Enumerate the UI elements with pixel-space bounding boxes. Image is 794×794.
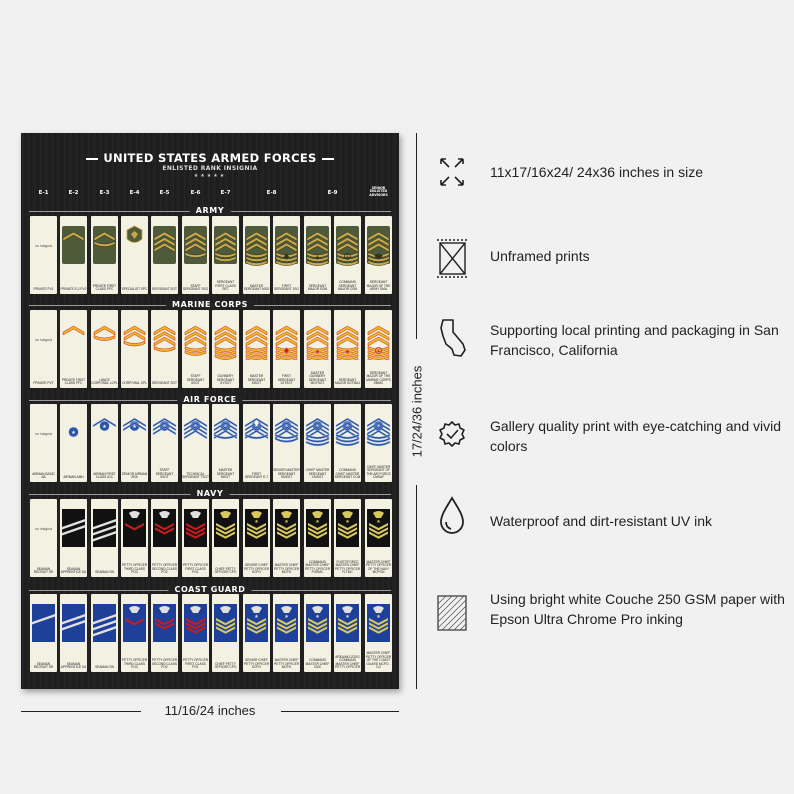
rank-caption: SENIOR CHIEF PETTY OFFICER SCPO xyxy=(243,563,270,575)
feature-waterproof-text: Waterproof and dirt-resistant UV ink xyxy=(490,513,713,529)
rank-caption: FLEET/FORCE MASTER CHIEF PETTY OFFICER FLTMC xyxy=(334,559,361,575)
rank-insignia-icon xyxy=(365,505,392,549)
rank-card xyxy=(365,404,392,482)
rank-card xyxy=(365,310,392,388)
rank-card xyxy=(273,310,300,388)
branch-header-3 xyxy=(21,489,399,499)
grade-e-1: E-1 xyxy=(38,190,49,196)
rank-card xyxy=(243,594,270,672)
rank-insignia-icon xyxy=(121,505,148,549)
height-dimension xyxy=(407,133,427,689)
svg-text:★: ★ xyxy=(315,614,320,620)
rank-card xyxy=(60,216,87,294)
rank-caption: SERGEANT FIRST CLASS SFC xyxy=(215,280,236,292)
rank-card xyxy=(212,310,239,388)
rank-card xyxy=(182,216,209,294)
grade-e-5: E-5 xyxy=(159,190,170,196)
rank-caption: FIRST SERGEANT 1STSGT xyxy=(277,374,296,386)
rank-caption: PETTY OFFICER FIRST CLASS PO1 xyxy=(182,658,209,670)
branch-label: COAST GUARD xyxy=(168,585,251,594)
svg-text:★: ★ xyxy=(314,255,321,262)
rank-insignia-icon xyxy=(91,316,118,360)
grade-e-9: E-9 xyxy=(327,190,338,196)
rank-caption: AREA/MLC/DOG COMMAND MASTER CHIEF PETTY OFFICER xyxy=(334,654,361,670)
rank-card xyxy=(60,499,87,577)
rank-caption: SENIOR MASTER SERGEANT SMSGT xyxy=(273,468,300,480)
rank-caption: SEAMAN SN xyxy=(95,570,114,575)
rank-caption: SENIOR AIRMAN SRA xyxy=(121,471,148,480)
rank-caption: PRIVATE PV1 xyxy=(33,287,54,292)
feature-gallery-quality-text: Gallery quality print with eye-catching and vivid colors xyxy=(490,418,782,454)
rank-insignia-icon xyxy=(365,600,392,644)
rank-insignia-icon xyxy=(273,316,300,360)
rank-caption: PETTY OFFICER SECOND CLASS PO2 xyxy=(151,658,178,670)
feature-local-printing-text: Supporting local printing and packaging in San Francisco, California xyxy=(490,322,779,358)
height-line-top xyxy=(416,133,417,339)
california-map-icon xyxy=(435,318,469,358)
rank-caption: STAFF SERGEANT SSGT xyxy=(155,468,174,480)
svg-text:★: ★ xyxy=(102,424,107,430)
rank-caption: COMMAND MASTER CHIEF PETTY OFFICER FORMC xyxy=(304,559,331,575)
rank-insignia-icon xyxy=(273,600,300,644)
no-insignia-text: no insignia xyxy=(34,527,53,531)
poster-stars: ★★★★★ xyxy=(193,173,227,179)
svg-text:★: ★ xyxy=(315,519,320,525)
feature-paper-text: Using bright white Couche 250 GSM paper with Epson Ultra Chrome Pro inking xyxy=(490,591,785,627)
rank-caption: SERGEANT SGT xyxy=(152,381,177,386)
rank-caption: SPECIALIST SPC xyxy=(121,287,148,292)
rank-caption: SEAMAN SN xyxy=(95,665,114,670)
svg-text:★: ★ xyxy=(132,424,137,430)
rank-insignia-icon xyxy=(212,316,239,360)
rank-insignia-icon xyxy=(273,222,300,266)
rank-insignia-icon xyxy=(334,316,361,360)
rank-card xyxy=(334,404,361,482)
rank-caption: SERGEANT MAJOR SGM xyxy=(307,283,328,292)
rank-caption: AIRMAN AMN xyxy=(63,475,84,480)
rank-caption: STAFF SERGEANT SSG xyxy=(182,283,209,292)
svg-text:★: ★ xyxy=(376,348,381,354)
rank-caption: STAFF SERGEANT SSGT xyxy=(186,374,205,386)
svg-text:★: ★ xyxy=(284,519,289,525)
rank-insignia-icon xyxy=(365,316,392,360)
rank-insignia-icon xyxy=(151,410,178,454)
rank-insignia-icon xyxy=(212,600,239,644)
rank-caption: MASTER CHIEF PETTY OFFICER OF THE COAST GUARD MCPO - CG xyxy=(365,651,392,670)
rank-caption: SEAMAN APPRENTICE SA xyxy=(60,566,87,575)
rank-insignia-icon xyxy=(243,222,270,266)
rank-insignia-icon xyxy=(60,505,87,549)
rank-card xyxy=(304,404,331,482)
rank-insignia-icon xyxy=(304,505,331,549)
rank-insignia-icon xyxy=(60,600,87,644)
poster-title xyxy=(21,151,399,165)
width-label: 11/16/24 inches xyxy=(164,703,256,718)
rank-insignia-icon xyxy=(304,316,331,360)
rank-card xyxy=(212,594,239,672)
rank-insignia-icon xyxy=(151,222,178,266)
rank-insignia-icon xyxy=(334,505,361,549)
rank-card xyxy=(91,499,118,577)
rank-card xyxy=(60,310,87,388)
rank-insignia-poster xyxy=(21,133,399,689)
rank-caption: SEAMAN RECRUIT SR xyxy=(33,566,54,575)
rank-caption: MASTER SERGEANT MSGT xyxy=(216,468,235,480)
rank-card xyxy=(151,499,178,577)
rank-insignia-icon xyxy=(243,505,270,549)
rank-card xyxy=(334,310,361,388)
paper-texture-icon xyxy=(435,592,469,632)
branch-label: AIR FORCE xyxy=(177,395,242,404)
rank-card xyxy=(243,404,270,482)
rank-card xyxy=(151,216,178,294)
branch-header-1 xyxy=(21,300,399,310)
rank-caption: MASTER CHIEF PETTY OFFICER OF THE NAVY MCPON xyxy=(365,559,392,575)
rank-card xyxy=(121,216,148,294)
rank-insignia-icon xyxy=(273,410,300,454)
grade-e-3: E-3 xyxy=(99,190,110,196)
rank-card xyxy=(30,499,57,577)
rank-insignia-icon xyxy=(121,410,148,454)
rank-insignia-icon xyxy=(91,600,118,644)
title-bar-right xyxy=(322,158,334,160)
rank-caption: AIRMAN BASIC AB xyxy=(32,471,55,480)
rank-card xyxy=(121,594,148,672)
no-insignia-text: no insignia xyxy=(34,432,53,436)
rank-card xyxy=(182,499,209,577)
senior-advisors-header: SENIOR ENLISTED ADVISORS xyxy=(369,186,388,197)
rank-card xyxy=(304,499,331,577)
rank-caption: SERGEANT MAJOR SGTMAJ xyxy=(335,377,360,386)
rank-caption: PETTY OFFICER THIRD CLASS PO3 xyxy=(121,563,148,575)
rank-card xyxy=(212,404,239,482)
rank-caption: SERGEANT MAJOR OF THE MARINE CORPS SMMC xyxy=(366,370,391,386)
rank-insignia-icon xyxy=(212,505,239,549)
rank-insignia-icon xyxy=(243,600,270,644)
height-label: 17/24/36 inches xyxy=(409,365,425,458)
rank-caption: SENIOR CHIEF PETTY OFFICER SCPO xyxy=(243,658,270,670)
height-line-bottom xyxy=(416,485,417,689)
branch-label: NAVY xyxy=(191,489,230,498)
rank-card xyxy=(273,404,300,482)
rank-card xyxy=(121,310,148,388)
svg-text:★: ★ xyxy=(376,614,381,620)
rank-insignia-icon xyxy=(182,600,209,644)
rank-caption: CHIEF PETTY OFFICER CPO xyxy=(214,661,237,670)
rank-card xyxy=(91,216,118,294)
rank-insignia-icon xyxy=(60,410,87,454)
rank-card xyxy=(30,404,57,482)
grade-e-7: E-7 xyxy=(220,190,231,196)
rank-card xyxy=(243,310,270,388)
title-bar-left xyxy=(86,158,98,160)
rank-card xyxy=(182,594,209,672)
rank-insignia-icon xyxy=(151,505,178,549)
rank-caption: PRIVATE E-2 PV2 xyxy=(60,287,87,292)
rank-card xyxy=(334,499,361,577)
svg-text:★: ★ xyxy=(345,254,350,260)
rank-caption: TECHNICAL SERGEANT TSGT xyxy=(182,471,209,480)
rank-caption: PETTY OFFICER THIRD CLASS PO3 xyxy=(121,658,148,670)
rank-insignia-icon xyxy=(121,222,148,266)
rank-card xyxy=(243,499,270,577)
svg-text:★: ★ xyxy=(345,519,350,525)
rank-caption: MASTER SERGEANT MSGT xyxy=(247,374,266,386)
rank-card xyxy=(60,594,87,672)
rank-insignia-icon xyxy=(304,410,331,454)
branch-header-0 xyxy=(21,206,399,216)
no-insignia-text: no insignia xyxy=(34,244,53,248)
rank-insignia-icon xyxy=(334,410,361,454)
rank-insignia-icon xyxy=(182,316,209,360)
rank-card xyxy=(30,310,57,388)
rank-card xyxy=(334,216,361,294)
rank-insignia-icon xyxy=(365,222,392,266)
rank-card xyxy=(212,216,239,294)
rank-card xyxy=(30,594,57,672)
grade-e-6: E-6 xyxy=(190,190,201,196)
width-dimension xyxy=(21,703,399,719)
rank-caption: PETTY OFFICER SECOND CLASS PO2 xyxy=(151,563,178,575)
rank-insignia-icon xyxy=(273,505,300,549)
rank-card xyxy=(182,404,209,482)
rank-caption: AIRMAN FIRST CLASS A1C xyxy=(93,471,116,480)
rank-insignia-icon xyxy=(121,316,148,360)
rank-insignia-icon xyxy=(243,316,270,360)
rank-card xyxy=(151,404,178,482)
rank-insignia-icon xyxy=(151,316,178,360)
svg-text:★: ★ xyxy=(254,614,259,620)
rank-caption: PRIVATE PVT xyxy=(33,381,54,386)
rank-caption: MASTER SERGEANT MSG xyxy=(243,283,270,292)
rank-card xyxy=(91,404,118,482)
rank-card xyxy=(151,310,178,388)
rank-card xyxy=(273,216,300,294)
rank-caption: GUNNERY SERGEANT GYSGT xyxy=(216,374,235,386)
svg-text:★: ★ xyxy=(284,614,289,620)
rank-caption: SEAMAN APPRENTICE SA xyxy=(60,661,87,670)
pay-grade-row xyxy=(21,186,399,199)
branch-label: MARINE CORPS xyxy=(166,300,254,309)
rank-card xyxy=(365,499,392,577)
svg-text:★: ★ xyxy=(254,519,259,525)
rank-caption: CHIEF MASTER SERGEANT CMSGT xyxy=(305,468,330,480)
feature-unframed-text: Unframed prints xyxy=(490,248,590,264)
water-drop-icon xyxy=(435,495,469,535)
rank-caption: PRIVATE FIRST CLASS PFC xyxy=(92,283,117,292)
rank-insignia-icon xyxy=(30,600,57,644)
svg-text:★: ★ xyxy=(344,349,351,356)
rank-insignia-icon xyxy=(91,222,118,266)
poster-title-text: UNITED STATES ARMED FORCES xyxy=(103,151,317,165)
rank-insignia-icon xyxy=(60,316,87,360)
rank-insignia-icon xyxy=(334,600,361,644)
rank-caption: CHIEF PETTY OFFICER CPO xyxy=(214,566,237,575)
rank-caption: MASTER CHIEF PETTY OFFICER MCPO xyxy=(273,658,300,670)
rank-card xyxy=(304,216,331,294)
rank-card xyxy=(365,216,392,294)
rank-card xyxy=(91,310,118,388)
rank-card xyxy=(334,594,361,672)
rank-caption: FIRST SERGEANT 1SG xyxy=(274,283,299,292)
rank-caption: COMMAND CHIEF MASTER SERGEANT CCM xyxy=(334,468,361,480)
rank-caption: SERGEANT MAJOR OF THE ARMY SMA xyxy=(366,280,391,292)
rank-insignia-icon xyxy=(60,222,87,266)
grade-e-2: E-2 xyxy=(68,190,79,196)
rank-insignia-icon xyxy=(182,505,209,549)
width-line-right xyxy=(281,711,399,712)
rank-insignia-icon xyxy=(91,505,118,549)
rank-caption: SEAMAN RECRUIT SR xyxy=(33,661,54,670)
rank-insignia-icon xyxy=(182,222,209,266)
rank-insignia-icon xyxy=(182,410,209,454)
rank-insignia-icon xyxy=(151,600,178,644)
rank-card xyxy=(243,216,270,294)
rank-insignia-icon xyxy=(212,222,239,266)
rank-caption: PETTY OFFICER FIRST CLASS PO1 xyxy=(182,563,209,575)
branch-label: ARMY xyxy=(190,206,231,215)
rank-card xyxy=(91,594,118,672)
rank-card xyxy=(304,310,331,388)
rank-caption: CORPORAL CPL xyxy=(122,381,147,386)
unframed-box-icon xyxy=(435,238,469,278)
rank-insignia-icon xyxy=(121,600,148,644)
svg-text:★: ★ xyxy=(71,430,76,436)
rank-caption: CHIEF MASTER SERGEANT OF THE AIR FORCE CMSAF xyxy=(366,464,391,480)
rank-caption: FIRST SERGEANT E-7 xyxy=(244,471,269,480)
grade-e-8: E-8 xyxy=(266,190,277,196)
rank-card xyxy=(365,594,392,672)
svg-text:★: ★ xyxy=(345,614,350,620)
rank-caption: COMMAND SERGEANT MAJOR CSM xyxy=(337,280,358,292)
rank-card xyxy=(30,216,57,294)
rank-card xyxy=(60,404,87,482)
rank-insignia-icon xyxy=(91,410,118,454)
no-insignia-text: no insignia xyxy=(34,338,53,342)
svg-text:★: ★ xyxy=(314,349,321,356)
rank-caption: MASTER CHIEF PETTY OFFICER MCPO xyxy=(273,563,300,575)
feature-size-text: 11x17/16x24/ 24x36 inches in size xyxy=(490,164,703,180)
rank-caption: MASTER GUNNERY SERGEANT MGYSGT xyxy=(308,370,327,386)
rank-card xyxy=(182,310,209,388)
rank-card xyxy=(151,594,178,672)
rank-caption: COMMAND MASTER CHIEF CMC xyxy=(305,658,330,670)
rank-card xyxy=(212,499,239,577)
grade-e-4: E-4 xyxy=(129,190,140,196)
rank-insignia-icon xyxy=(304,222,331,266)
rank-card xyxy=(304,594,331,672)
rank-insignia-icon xyxy=(365,410,392,454)
rank-insignia-icon xyxy=(304,600,331,644)
quality-badge-icon xyxy=(435,414,469,454)
poster-subtitle: ENLISTED RANK INSIGNIA xyxy=(162,165,258,172)
rank-card xyxy=(273,499,300,577)
rank-card xyxy=(121,499,148,577)
expand-arrows-icon xyxy=(435,153,469,193)
rank-caption: SERGEANT SGT xyxy=(152,287,177,292)
rank-insignia-icon xyxy=(212,410,239,454)
rank-caption: PRIVATE FIRST CLASS PFC xyxy=(61,377,86,386)
svg-text:★: ★ xyxy=(376,519,381,525)
rank-insignia-icon xyxy=(334,222,361,266)
rank-caption: LANCE CORPORAL LCPL xyxy=(91,377,118,386)
rank-insignia-icon xyxy=(243,410,270,454)
rank-card xyxy=(273,594,300,672)
rank-card xyxy=(121,404,148,482)
